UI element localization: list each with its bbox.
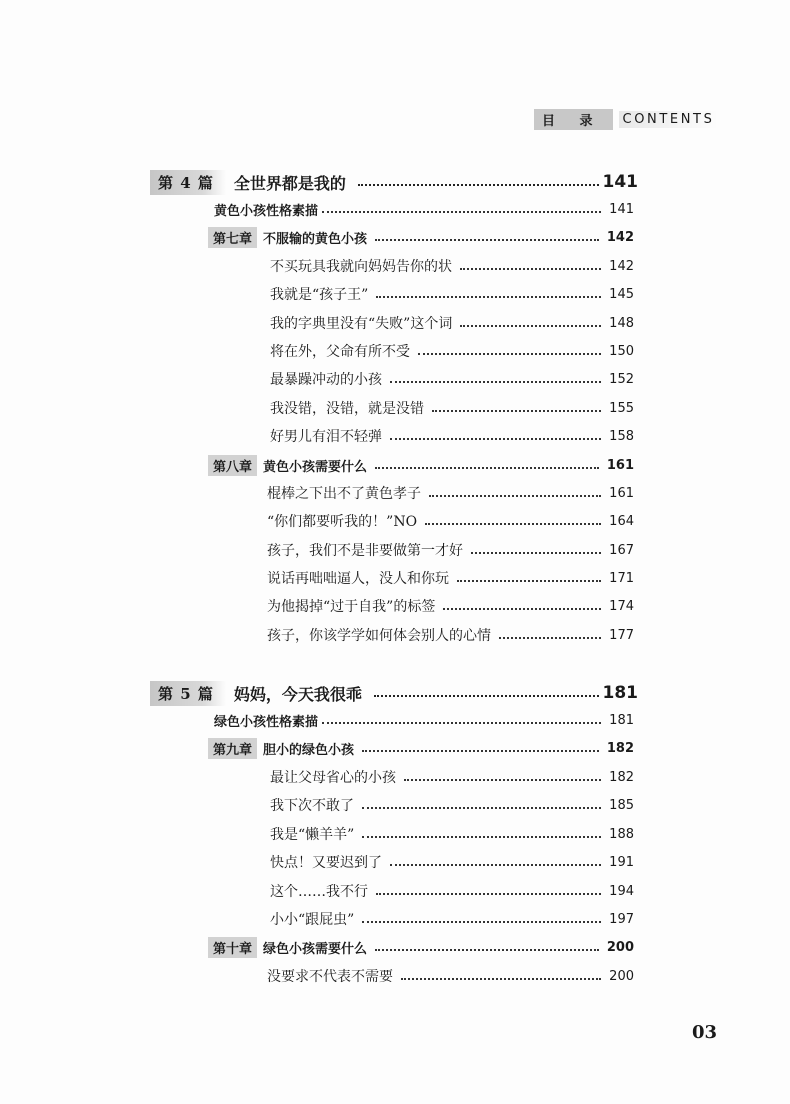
leader-dots bbox=[429, 495, 601, 497]
leader-dots bbox=[471, 552, 601, 554]
leader-dots bbox=[362, 807, 601, 809]
chapter-title: 胆小的绿色小孩 bbox=[263, 742, 355, 758]
leader-dots bbox=[362, 750, 599, 752]
part-page: 141 bbox=[602, 172, 638, 192]
sketch-page: 141 bbox=[609, 201, 634, 217]
chapter-label: 第七章 bbox=[208, 227, 257, 248]
entry-title: 棍棒之下出不了黄色孝子 bbox=[267, 486, 421, 502]
part-title: 妈妈，今天我很乖 bbox=[233, 684, 362, 704]
entry-page: 167 bbox=[609, 542, 634, 558]
entry-title: 我下次不敢了 bbox=[270, 798, 354, 814]
header-en: CONTENTS bbox=[619, 111, 719, 128]
toc-entry[interactable] bbox=[270, 310, 634, 336]
chapter-page: 161 bbox=[606, 457, 634, 473]
contents-header bbox=[534, 108, 718, 130]
leader-dots bbox=[457, 580, 601, 582]
entry-page: 174 bbox=[609, 598, 634, 614]
entry-title: 好男儿有泪不轻弹 bbox=[270, 429, 382, 445]
entry-title: 小小“跟屁虫” bbox=[270, 912, 355, 928]
leader-dots bbox=[376, 296, 601, 298]
entry-title: 快点！又要迟到了 bbox=[270, 855, 382, 871]
toc-entry[interactable] bbox=[267, 480, 634, 506]
leader-dots bbox=[425, 523, 601, 525]
leader-dots bbox=[432, 410, 601, 412]
entry-page: 188 bbox=[609, 826, 634, 842]
sketch-page: 181 bbox=[609, 712, 634, 728]
toc-part-5[interactable] bbox=[150, 679, 638, 707]
header-cn: 目 录 bbox=[534, 109, 613, 130]
leader-dots bbox=[362, 921, 601, 923]
entry-page: 200 bbox=[609, 968, 634, 984]
toc-entry[interactable] bbox=[267, 963, 634, 989]
entry-page: 177 bbox=[609, 627, 634, 643]
entry-title: 没要求不代表不需要 bbox=[267, 969, 393, 985]
toc-entry[interactable] bbox=[270, 395, 634, 421]
entry-title: 我的字典里没有“失败”这个词 bbox=[270, 316, 453, 332]
leader-dots bbox=[499, 637, 601, 639]
toc-entry[interactable] bbox=[270, 764, 634, 790]
entry-page: 158 bbox=[609, 428, 634, 444]
entry-page: 161 bbox=[609, 485, 634, 501]
toc-sketch-yellow[interactable] bbox=[214, 196, 634, 222]
entry-page: 155 bbox=[609, 400, 634, 416]
part-page: 181 bbox=[602, 683, 638, 703]
toc-entry[interactable] bbox=[270, 849, 634, 875]
leader-dots bbox=[401, 978, 601, 980]
leader-dots bbox=[390, 438, 601, 440]
entry-title: “你们都要听我的！”NO bbox=[267, 514, 418, 530]
leader-dots bbox=[376, 893, 601, 895]
entry-title: 说话再咄咄逼人，没人和你玩 bbox=[267, 571, 449, 587]
entry-title: 这个……我不行 bbox=[270, 884, 368, 900]
toc-entry[interactable] bbox=[267, 622, 634, 648]
toc-entry[interactable] bbox=[267, 537, 634, 563]
chapter-title: 黄色小孩需要什么 bbox=[263, 459, 368, 475]
entry-title: 孩子，你该学学如何体会别人的心情 bbox=[267, 628, 491, 644]
entry-page: 194 bbox=[609, 883, 634, 899]
entry-title: 最暴躁冲动的小孩 bbox=[270, 372, 382, 388]
part-title: 全世界都是我的 bbox=[233, 173, 346, 193]
toc-chapter-7[interactable] bbox=[208, 224, 634, 250]
toc-entry[interactable] bbox=[267, 593, 634, 619]
entry-page: 142 bbox=[609, 258, 634, 274]
toc-entry[interactable] bbox=[270, 366, 634, 392]
entry-page: 171 bbox=[609, 570, 634, 586]
entry-page: 185 bbox=[609, 797, 634, 813]
entry-page: 197 bbox=[609, 911, 634, 927]
page-number: 03 bbox=[692, 1022, 718, 1043]
toc-entry[interactable] bbox=[270, 423, 634, 449]
leader-dots bbox=[322, 722, 601, 724]
entry-page: 182 bbox=[609, 769, 634, 785]
entry-page: 150 bbox=[609, 343, 634, 359]
entry-title: 最让父母省心的小孩 bbox=[270, 770, 396, 786]
leader-dots bbox=[460, 268, 601, 270]
leader-dots bbox=[375, 467, 599, 469]
entry-title: 我没错，没错，就是没错 bbox=[270, 401, 424, 417]
toc-chapter-8[interactable] bbox=[208, 452, 634, 478]
leader-dots bbox=[418, 353, 601, 355]
toc-chapter-10[interactable] bbox=[208, 934, 634, 960]
entry-page: 152 bbox=[609, 371, 634, 387]
toc-entry[interactable] bbox=[270, 253, 634, 279]
leader-dots bbox=[322, 211, 601, 213]
toc-sketch-green[interactable] bbox=[214, 707, 634, 733]
leader-dots bbox=[390, 864, 601, 866]
toc-entry[interactable] bbox=[270, 906, 634, 932]
leader-dots bbox=[374, 695, 599, 697]
chapter-title: 绿色小孩需要什么 bbox=[263, 941, 368, 957]
leader-dots bbox=[443, 608, 601, 610]
toc-entry[interactable] bbox=[270, 878, 634, 904]
entry-page: 148 bbox=[609, 315, 634, 331]
leader-dots bbox=[358, 184, 599, 186]
toc-entry[interactable] bbox=[270, 338, 634, 364]
toc-part-4[interactable] bbox=[150, 168, 638, 196]
chapter-label: 第八章 bbox=[208, 455, 257, 476]
entry-title: 不买玩具我就向妈妈告你的状 bbox=[270, 259, 452, 275]
sketch-title: 绿色小孩性格素描 bbox=[214, 714, 319, 730]
toc-entry[interactable] bbox=[267, 508, 634, 534]
chapter-label: 第十章 bbox=[208, 937, 257, 958]
entry-title: 我就是“孩子王” bbox=[270, 287, 369, 303]
toc-entry[interactable] bbox=[267, 565, 634, 591]
toc-entry[interactable] bbox=[270, 281, 634, 307]
toc-entry[interactable] bbox=[270, 821, 634, 847]
entry-page: 191 bbox=[609, 854, 634, 870]
entry-page: 164 bbox=[609, 513, 634, 529]
entry-title: 我是“懒羊羊” bbox=[270, 827, 355, 843]
leader-dots bbox=[404, 779, 601, 781]
chapter-title: 不服输的黄色小孩 bbox=[263, 231, 368, 247]
chapter-page: 142 bbox=[606, 229, 634, 245]
entry-title: 为他揭掉“过于自我”的标签 bbox=[267, 599, 436, 615]
leader-dots bbox=[375, 239, 599, 241]
leader-dots bbox=[460, 325, 601, 327]
entry-page: 145 bbox=[609, 286, 634, 302]
chapter-page: 200 bbox=[606, 939, 634, 955]
leader-dots bbox=[390, 381, 601, 383]
sketch-title: 黄色小孩性格素描 bbox=[214, 203, 319, 219]
chapter-page: 182 bbox=[606, 740, 634, 756]
leader-dots bbox=[375, 949, 599, 951]
toc-chapter-9[interactable] bbox=[208, 735, 634, 761]
chapter-label: 第九章 bbox=[208, 738, 257, 759]
entry-title: 将在外，父命有所不受 bbox=[270, 344, 410, 360]
part-label: 第 4 篇 bbox=[150, 170, 226, 195]
toc-entry[interactable] bbox=[270, 792, 634, 818]
part-label: 第 5 篇 bbox=[150, 681, 226, 706]
leader-dots bbox=[362, 836, 601, 838]
entry-title: 孩子，我们不是非要做第一才好 bbox=[267, 543, 463, 559]
